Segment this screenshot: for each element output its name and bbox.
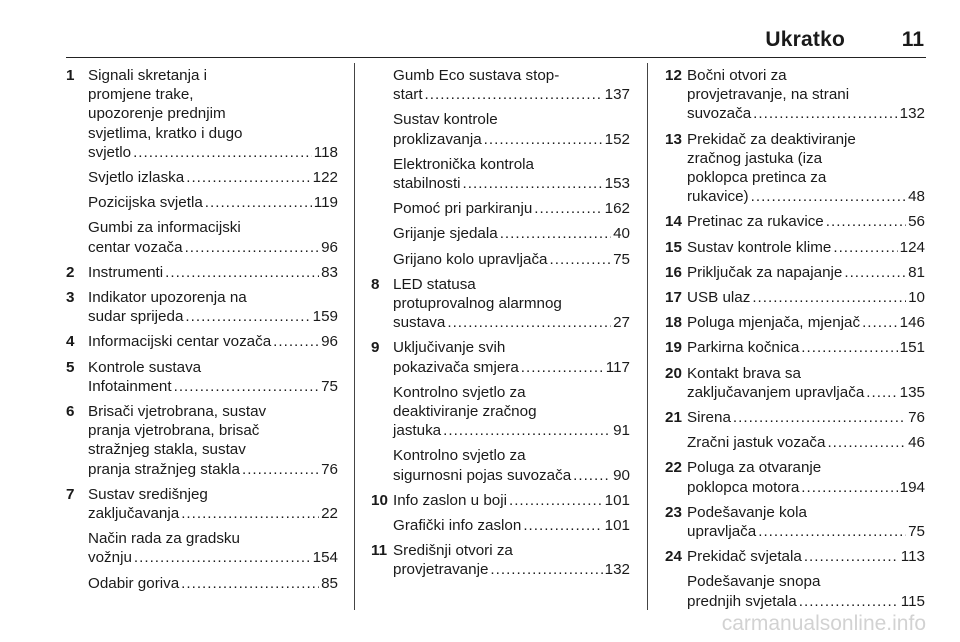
index-entry bbox=[371, 155, 630, 193]
dot-leader bbox=[463, 174, 603, 193]
entry-text-line: Informacijski centar vozača bbox=[88, 333, 272, 351]
dot-leader bbox=[799, 592, 899, 611]
entry-text-line: Pomoć pri parkiranju bbox=[393, 200, 533, 218]
index-entry bbox=[371, 516, 630, 535]
watermark: carmanualsonline.info bbox=[721, 612, 926, 635]
entry-number bbox=[665, 433, 687, 452]
page-title: Ukratko bbox=[765, 28, 845, 51]
page-reference-link[interactable]: 90 bbox=[613, 466, 630, 484]
entry-number: 23 bbox=[665, 503, 682, 521]
entry-number bbox=[371, 446, 393, 484]
entry-text-line: centar vozača bbox=[88, 238, 183, 256]
page-reference-link[interactable]: 40 bbox=[613, 225, 630, 243]
dot-leader bbox=[534, 199, 602, 218]
dot-leader bbox=[134, 548, 311, 567]
page-reference-link[interactable]: 75 bbox=[908, 523, 925, 541]
entry-text-line: sustava bbox=[393, 314, 446, 332]
entry-text-line: zaključavanja bbox=[88, 505, 180, 523]
page-reference-link[interactable]: 96 bbox=[321, 238, 338, 256]
entry-text-line: prednjih svjetala bbox=[687, 592, 797, 610]
page-reference-link[interactable]: 75 bbox=[613, 250, 630, 268]
page-reference-link[interactable]: 124 bbox=[899, 238, 925, 256]
page-reference-link[interactable]: 132 bbox=[604, 561, 630, 579]
entry-text-line: upravljača bbox=[687, 523, 757, 541]
index-entry bbox=[665, 238, 925, 257]
entry-text-line: sudar sprijeda bbox=[88, 308, 184, 326]
entry-number: 9 bbox=[371, 339, 380, 357]
dot-leader bbox=[758, 522, 906, 541]
entry-text-line: start bbox=[393, 86, 423, 104]
entry-number: 4 bbox=[66, 333, 75, 351]
entry-number: 12 bbox=[665, 67, 682, 84]
index-column-2 bbox=[371, 66, 630, 586]
page-reference-link[interactable]: 76 bbox=[908, 409, 925, 427]
index-entry bbox=[665, 338, 925, 357]
page-reference-link[interactable]: 115 bbox=[900, 592, 925, 610]
dot-leader bbox=[242, 460, 319, 479]
entry-text-line: Prekidač svjetala bbox=[687, 548, 802, 566]
dot-leader bbox=[186, 168, 310, 187]
entry-text-line: Sustav kontrole klime bbox=[687, 238, 832, 256]
page-header bbox=[0, 28, 960, 58]
entry-number bbox=[371, 516, 393, 535]
entry-text-line: poklopca motora bbox=[687, 478, 800, 496]
entry-number bbox=[66, 218, 88, 256]
dot-leader bbox=[185, 238, 320, 257]
entry-text-line: Signali skretanja i bbox=[88, 67, 208, 84]
index-column-3 bbox=[665, 66, 925, 617]
entry-number: 17 bbox=[665, 289, 682, 307]
entry-text-line: Grijanje sjedala bbox=[393, 225, 498, 243]
entry-text-line: stabilnosti bbox=[393, 175, 461, 193]
page-reference-link[interactable]: 162 bbox=[604, 200, 630, 218]
page-reference-link[interactable]: 132 bbox=[899, 105, 925, 123]
entry-text-line: Kontrolno svjetlo za bbox=[393, 383, 526, 401]
entry-text-line: poklopca pretinca za bbox=[687, 169, 827, 187]
entry-number: 18 bbox=[665, 314, 682, 332]
dot-leader bbox=[500, 224, 611, 243]
entry-text-line: pokazivača smjera bbox=[393, 358, 519, 376]
entry-text-line: promjene trake, bbox=[88, 86, 194, 104]
dot-leader bbox=[425, 85, 603, 104]
page-reference-link[interactable]: 10 bbox=[908, 289, 925, 307]
index-entry bbox=[665, 572, 925, 610]
entry-text-line: Kontrolno svjetlo za bbox=[393, 447, 526, 465]
page-reference-link[interactable]: 153 bbox=[604, 175, 630, 193]
entry-text-line: Infotainment bbox=[88, 377, 172, 395]
header-rule bbox=[66, 57, 926, 58]
page-reference-link[interactable]: 118 bbox=[313, 143, 338, 161]
index-entry bbox=[371, 110, 630, 148]
dot-leader bbox=[181, 574, 319, 593]
page-reference-link[interactable]: 151 bbox=[899, 339, 925, 357]
page-reference-link[interactable]: 101 bbox=[604, 491, 630, 509]
page-reference-link[interactable]: 194 bbox=[899, 478, 925, 496]
index-entry bbox=[665, 503, 925, 541]
entry-text-line: Poluga mjenjača, mjenjač bbox=[687, 314, 861, 332]
entry-number: 20 bbox=[665, 364, 682, 382]
entry-number: 19 bbox=[665, 339, 682, 357]
entry-text-line: svjetlima, kratko i dugo bbox=[88, 124, 243, 142]
index-entry bbox=[66, 402, 338, 479]
entry-text-line: pranja vjetrobrana, brisač bbox=[88, 422, 260, 440]
dot-leader bbox=[573, 466, 611, 485]
entry-number bbox=[665, 572, 687, 610]
entry-text-line: Svjetlo izlaska bbox=[88, 169, 185, 187]
page-reference-link[interactable]: 83 bbox=[321, 263, 338, 281]
entry-number: 3 bbox=[66, 289, 75, 307]
entry-text-line: Sustav kontrole bbox=[393, 111, 498, 129]
page-reference-link[interactable]: 91 bbox=[613, 422, 630, 440]
entry-number: 10 bbox=[371, 491, 388, 509]
entry-text-line: Bočni otvori za bbox=[687, 67, 787, 84]
entry-text-line: Gumbi za informacijski bbox=[88, 219, 241, 237]
dot-leader bbox=[181, 504, 319, 523]
index-entry bbox=[665, 547, 925, 566]
index-entry bbox=[371, 66, 630, 104]
entry-text-line: stražnjeg stakla, sustav bbox=[88, 441, 246, 459]
entry-text-line: Grafički info zaslon bbox=[393, 517, 522, 535]
entry-number: 22 bbox=[665, 459, 682, 477]
dot-leader bbox=[801, 338, 897, 357]
entry-text-line: Gumb Eco sustava stop- bbox=[393, 67, 560, 84]
page-reference-link[interactable]: 81 bbox=[908, 263, 925, 281]
dot-leader bbox=[862, 313, 898, 332]
index-entry bbox=[371, 199, 630, 218]
entry-text-line: sigurnosni pojas suvozača bbox=[393, 466, 572, 484]
dot-leader bbox=[827, 433, 906, 452]
entry-text-line: jastuka bbox=[393, 422, 442, 440]
entry-text-line: zračnog jastuka (iza bbox=[687, 149, 823, 167]
entry-text-line: provjetravanje, na strani bbox=[687, 86, 850, 104]
entry-text-line: Prekidač za deaktiviranje bbox=[687, 130, 856, 148]
entry-text-line: proklizavanja bbox=[393, 130, 482, 148]
entry-number bbox=[66, 529, 88, 567]
entry-text-line: Sirena bbox=[687, 409, 731, 427]
entry-number bbox=[371, 66, 393, 104]
entry-number: 21 bbox=[665, 409, 682, 427]
entry-text-line: Brisači vjetrobrana, sustav bbox=[88, 403, 267, 421]
entry-number bbox=[371, 224, 393, 243]
index-entry bbox=[371, 275, 630, 333]
page-reference-link[interactable]: 119 bbox=[313, 194, 338, 212]
entry-text-line: Poluga za otvaranje bbox=[687, 459, 822, 477]
entry-text-line: Način rada za gradsku bbox=[88, 530, 240, 548]
entry-number bbox=[66, 168, 88, 187]
page-reference-link[interactable]: 152 bbox=[604, 130, 630, 148]
entry-text-line: Podešavanje kola bbox=[687, 503, 807, 521]
entry-number: 14 bbox=[665, 213, 682, 231]
index-entry bbox=[66, 168, 338, 187]
entry-text-line: LED statusa bbox=[393, 275, 476, 293]
index-entry bbox=[665, 66, 925, 124]
dot-leader bbox=[733, 408, 906, 427]
dot-leader bbox=[804, 547, 899, 566]
page-reference-link[interactable]: 146 bbox=[899, 314, 925, 332]
entry-number bbox=[66, 193, 88, 212]
entry-number: 15 bbox=[665, 238, 682, 256]
entry-number: 11 bbox=[371, 542, 388, 560]
entry-text-line: Zračni jastuk vozača bbox=[687, 434, 826, 452]
page-reference-link[interactable]: 46 bbox=[908, 434, 925, 452]
dot-leader bbox=[174, 377, 320, 396]
entry-text-line: Pretinac za rukavice bbox=[687, 213, 824, 231]
entry-number: 1 bbox=[66, 67, 75, 84]
entry-number: 7 bbox=[66, 485, 75, 503]
entry-text-line: Podešavanje snopa bbox=[687, 573, 821, 591]
entry-text-line: pranja stražnjeg stakla bbox=[88, 460, 240, 478]
index-entry bbox=[371, 541, 630, 579]
column-divider bbox=[647, 63, 648, 610]
entry-text-line: USB ulaz bbox=[687, 289, 751, 307]
dot-leader bbox=[133, 143, 312, 162]
dot-leader bbox=[273, 332, 319, 351]
dot-leader bbox=[550, 250, 612, 269]
index-entry bbox=[665, 288, 925, 307]
page-reference-link[interactable]: 154 bbox=[312, 549, 338, 567]
entry-text-line: rukavice) bbox=[687, 188, 749, 206]
dot-leader bbox=[205, 193, 312, 212]
page-reference-link[interactable]: 96 bbox=[321, 333, 338, 351]
index-entry bbox=[665, 313, 925, 332]
page-reference-link[interactable]: 48 bbox=[908, 188, 925, 206]
index-entry bbox=[66, 332, 338, 351]
entry-text-line: vožnju bbox=[88, 549, 132, 567]
entry-text-line: upozorenje prednjim bbox=[88, 105, 226, 123]
dot-leader bbox=[751, 187, 906, 206]
dot-leader bbox=[447, 313, 611, 332]
entry-number bbox=[371, 155, 393, 193]
entry-text-line: zaključavanjem upravljača bbox=[687, 383, 865, 401]
page-reference-link[interactable]: 27 bbox=[613, 314, 630, 332]
page-reference-link[interactable]: 135 bbox=[899, 383, 925, 401]
index-entry bbox=[66, 358, 338, 396]
column-divider bbox=[354, 63, 355, 610]
dot-leader bbox=[866, 383, 897, 402]
page-reference-link[interactable]: 117 bbox=[605, 358, 630, 376]
index-entry bbox=[665, 408, 925, 427]
dot-leader bbox=[484, 130, 603, 149]
page-reference-link[interactable]: 137 bbox=[604, 86, 630, 104]
page-reference-link[interactable]: 122 bbox=[312, 169, 338, 187]
index-entry bbox=[66, 263, 338, 282]
entry-number: 2 bbox=[66, 263, 75, 281]
entry-number bbox=[371, 383, 393, 441]
index-column-1 bbox=[66, 66, 338, 599]
index-entry bbox=[665, 364, 925, 402]
entry-text-line: Uključivanje svih bbox=[393, 339, 506, 357]
entry-text-line: svjetlo bbox=[88, 143, 132, 161]
page-reference-link[interactable]: 159 bbox=[312, 308, 338, 326]
index-entry bbox=[66, 218, 338, 256]
dot-leader bbox=[509, 491, 603, 510]
dot-leader bbox=[185, 307, 310, 326]
entry-number bbox=[371, 250, 393, 269]
index-entry bbox=[371, 224, 630, 243]
index-entry bbox=[371, 338, 630, 376]
entry-text-line: Instrumenti bbox=[88, 263, 164, 281]
index-entry bbox=[665, 458, 925, 496]
index-entry bbox=[66, 529, 338, 567]
dot-leader bbox=[801, 478, 897, 497]
index-entry bbox=[371, 250, 630, 269]
entry-number: 6 bbox=[66, 403, 75, 421]
entry-text-line: Elektronička kontrola bbox=[393, 155, 534, 173]
entry-text-line: Odabir goriva bbox=[88, 574, 180, 592]
entry-number: 8 bbox=[371, 275, 380, 293]
entry-number: 5 bbox=[66, 358, 75, 376]
dot-leader bbox=[826, 212, 906, 231]
index-entry bbox=[371, 446, 630, 484]
entry-text-line: Sustav središnjeg bbox=[88, 485, 208, 503]
dot-leader bbox=[165, 263, 319, 282]
entry-text-line: protuprovalnog alarmnog bbox=[393, 295, 562, 313]
entry-text-line: suvozača bbox=[687, 105, 752, 123]
index-entry bbox=[665, 212, 925, 231]
dot-leader bbox=[490, 560, 602, 579]
dot-leader bbox=[752, 288, 906, 307]
dot-leader bbox=[523, 516, 602, 535]
dot-leader bbox=[844, 263, 906, 282]
entry-text-line: Indikator upozorenja na bbox=[88, 289, 247, 307]
entry-number: 16 bbox=[665, 263, 682, 281]
dot-leader bbox=[833, 238, 897, 257]
entry-text-line: deaktiviranje zračnog bbox=[393, 403, 537, 421]
page-reference-link[interactable]: 56 bbox=[908, 213, 925, 231]
entry-number bbox=[371, 110, 393, 148]
index-entry bbox=[371, 383, 630, 441]
index-entry bbox=[66, 288, 338, 326]
page-number: 11 bbox=[901, 28, 924, 51]
entry-text-line: Priključak za napajanje bbox=[687, 263, 843, 281]
index-entry bbox=[665, 263, 925, 282]
entry-number bbox=[66, 574, 88, 593]
entry-text-line: Grijano kolo upravljača bbox=[393, 250, 548, 268]
entry-text-line: Središnji otvori za bbox=[393, 542, 513, 560]
index-entry bbox=[66, 574, 338, 593]
entry-number: 24 bbox=[665, 548, 682, 566]
dot-leader bbox=[521, 358, 604, 377]
index-entry bbox=[665, 130, 925, 207]
dot-leader bbox=[753, 104, 897, 123]
entry-text-line: provjetravanje bbox=[393, 561, 489, 579]
entry-text-line: Pozicijska svjetla bbox=[88, 194, 203, 212]
dot-leader bbox=[443, 421, 611, 440]
index-entry bbox=[371, 491, 630, 510]
entry-text-line: Kontakt brava sa bbox=[687, 364, 801, 382]
index-entry bbox=[66, 66, 338, 162]
index-entry bbox=[665, 433, 925, 452]
index-entry bbox=[66, 485, 338, 523]
page-reference-link[interactable]: 101 bbox=[604, 517, 630, 535]
entry-number bbox=[371, 199, 393, 218]
index-entry bbox=[66, 193, 338, 212]
entry-text-line: Kontrole sustava bbox=[88, 358, 202, 376]
entry-text-line: Parkirna kočnica bbox=[687, 339, 800, 357]
page-reference-link[interactable]: 113 bbox=[900, 548, 925, 566]
page-reference-link[interactable]: 85 bbox=[321, 574, 338, 592]
page-reference-link[interactable]: 76 bbox=[321, 460, 338, 478]
entry-number: 13 bbox=[665, 130, 682, 148]
page-reference-link[interactable]: 22 bbox=[321, 505, 338, 523]
page-reference-link[interactable]: 75 bbox=[321, 377, 338, 395]
entry-text-line: Info zaslon u boji bbox=[393, 491, 507, 509]
